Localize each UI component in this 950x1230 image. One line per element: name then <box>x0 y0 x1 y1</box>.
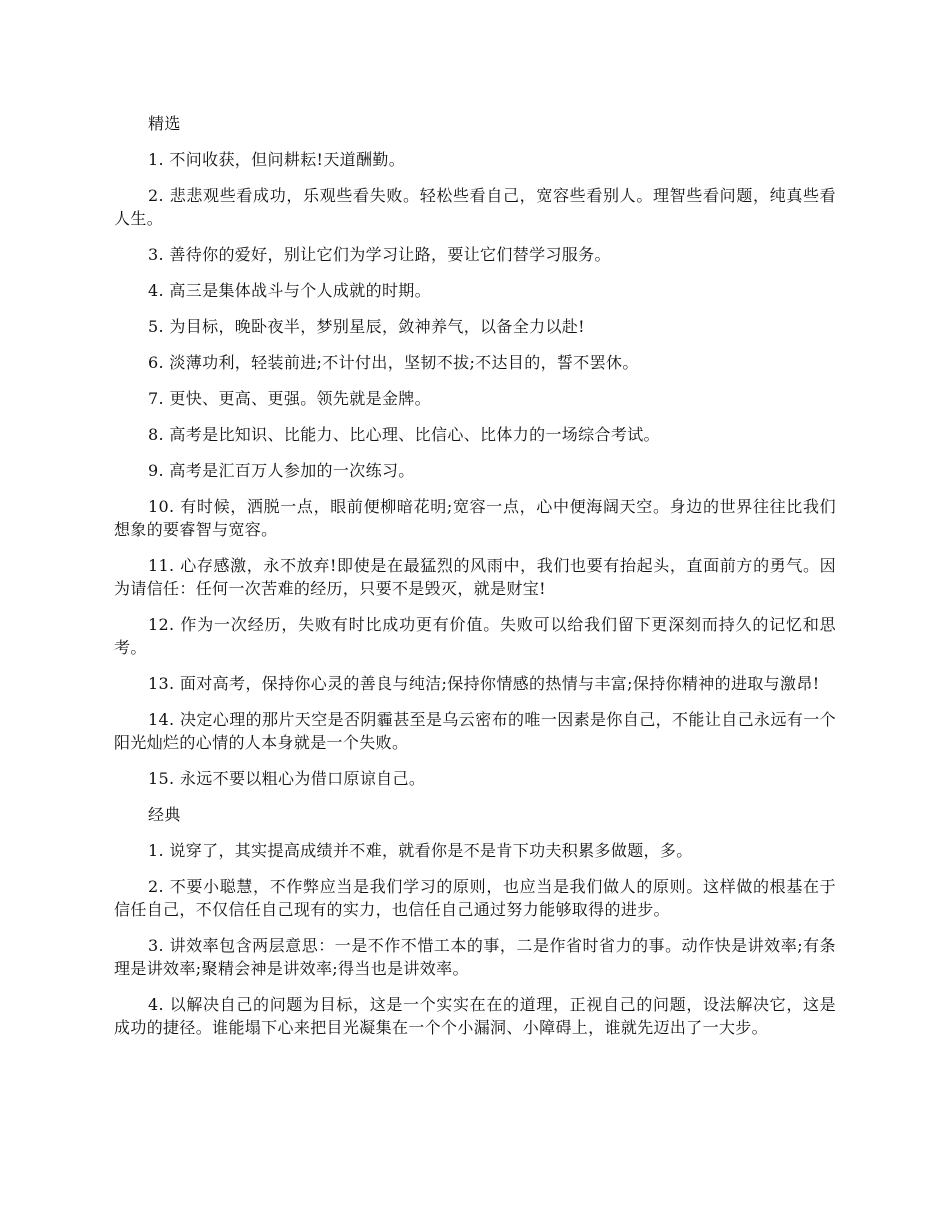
section-heading: 精选 <box>148 114 181 133</box>
list-item: 14. 决定心理的那片天空是否阴霾甚至是乌云密布的唯一因素是你自己，不能让自己永远有一个阳光灿烂的心情的人本身就是一个失败。 <box>114 710 836 752</box>
list-item: 2. 悲悲观些看成功，乐观些看失败。轻松些看自己，宽容些看别人。理智些看问题，纯真些看人生。 <box>114 186 836 228</box>
document-page <box>114 112 836 1052</box>
list-item: 10. 有时候，洒脱一点，眼前便柳暗花明;宽容一点，心中便海阔天空。身边的世界往往比我们想象的要睿智与宽容。 <box>114 497 836 539</box>
list-item: 4. 高三是集体战斗与个人成就的时期。 <box>148 281 432 300</box>
list-item: 13. 面对高考，保持你心灵的善良与纯洁;保持你情感的热情与丰富;保持你精神的进取与激昂! <box>148 674 820 693</box>
list-item: 5. 为目标，晚卧夜半，梦别星辰，敛神养气，以备全力以赴! <box>148 317 585 336</box>
section-selected <box>114 112 836 790</box>
list-item: 8. 高考是比知识、比能力、比心理、比信心、比体力的一场综合考试。 <box>148 425 660 444</box>
list-item: 9. 高考是汇百万人参加的一次练习。 <box>148 461 415 480</box>
list-item: 3. 讲效率包含两层意思：一是不作不惜工本的事，二是作省时省力的事。动作快是讲效率;有条理是讲效率;聚精会神是讲效率;得当也是讲效率。 <box>114 936 836 978</box>
list-item: 12. 作为一次经历，失败有时比成功更有价值。失败可以给我们留下更深刻而持久的记忆和思考。 <box>114 615 836 657</box>
section-classic <box>114 803 836 1039</box>
list-item: 11. 心存感激，永不放弃!即使是在最猛烈的风雨中，我们也要有抬起头，直面前方的勇气。因为请信任：任何一次苦难的经历，只要不是毁灭，就是财宝! <box>114 556 836 598</box>
list-item: 3. 善待你的爱好，别让它们为学习让路，要让它们替学习服务。 <box>148 245 611 264</box>
list-item: 1. 说穿了，其实提高成绩并不难，就看你是不是肯下功夫积累多做题，多。 <box>148 841 693 860</box>
list-item: 1. 不问收获，但问耕耘!天道酬勤。 <box>148 150 406 169</box>
list-item: 4. 以解决自己的问题为目标，这是一个实实在在的道理，正视自己的问题，设法解决它，这是成功的捷径。谁能塌下心来把目光凝集在一个个小漏洞、小障碍上，谁就先迈出了一大步。 <box>114 995 836 1037</box>
list-item: 7. 更快、更高、更强。领先就是金牌。 <box>148 389 432 408</box>
list-item: 15. 永远不要以粗心为借口原谅自己。 <box>148 769 426 788</box>
list-item: 6. 淡薄功利，轻装前进;不计付出，坚韧不拔;不达目的，誓不罢休。 <box>148 353 639 372</box>
list-item: 2. 不要小聪慧，不作弊应当是我们学习的原则，也应当是我们做人的原则。这样做的根基在于信任自己，不仅信任自己现有的实力，也信任自己通过努力能够取得的进步。 <box>114 877 836 919</box>
section-heading: 经典 <box>148 805 181 824</box>
